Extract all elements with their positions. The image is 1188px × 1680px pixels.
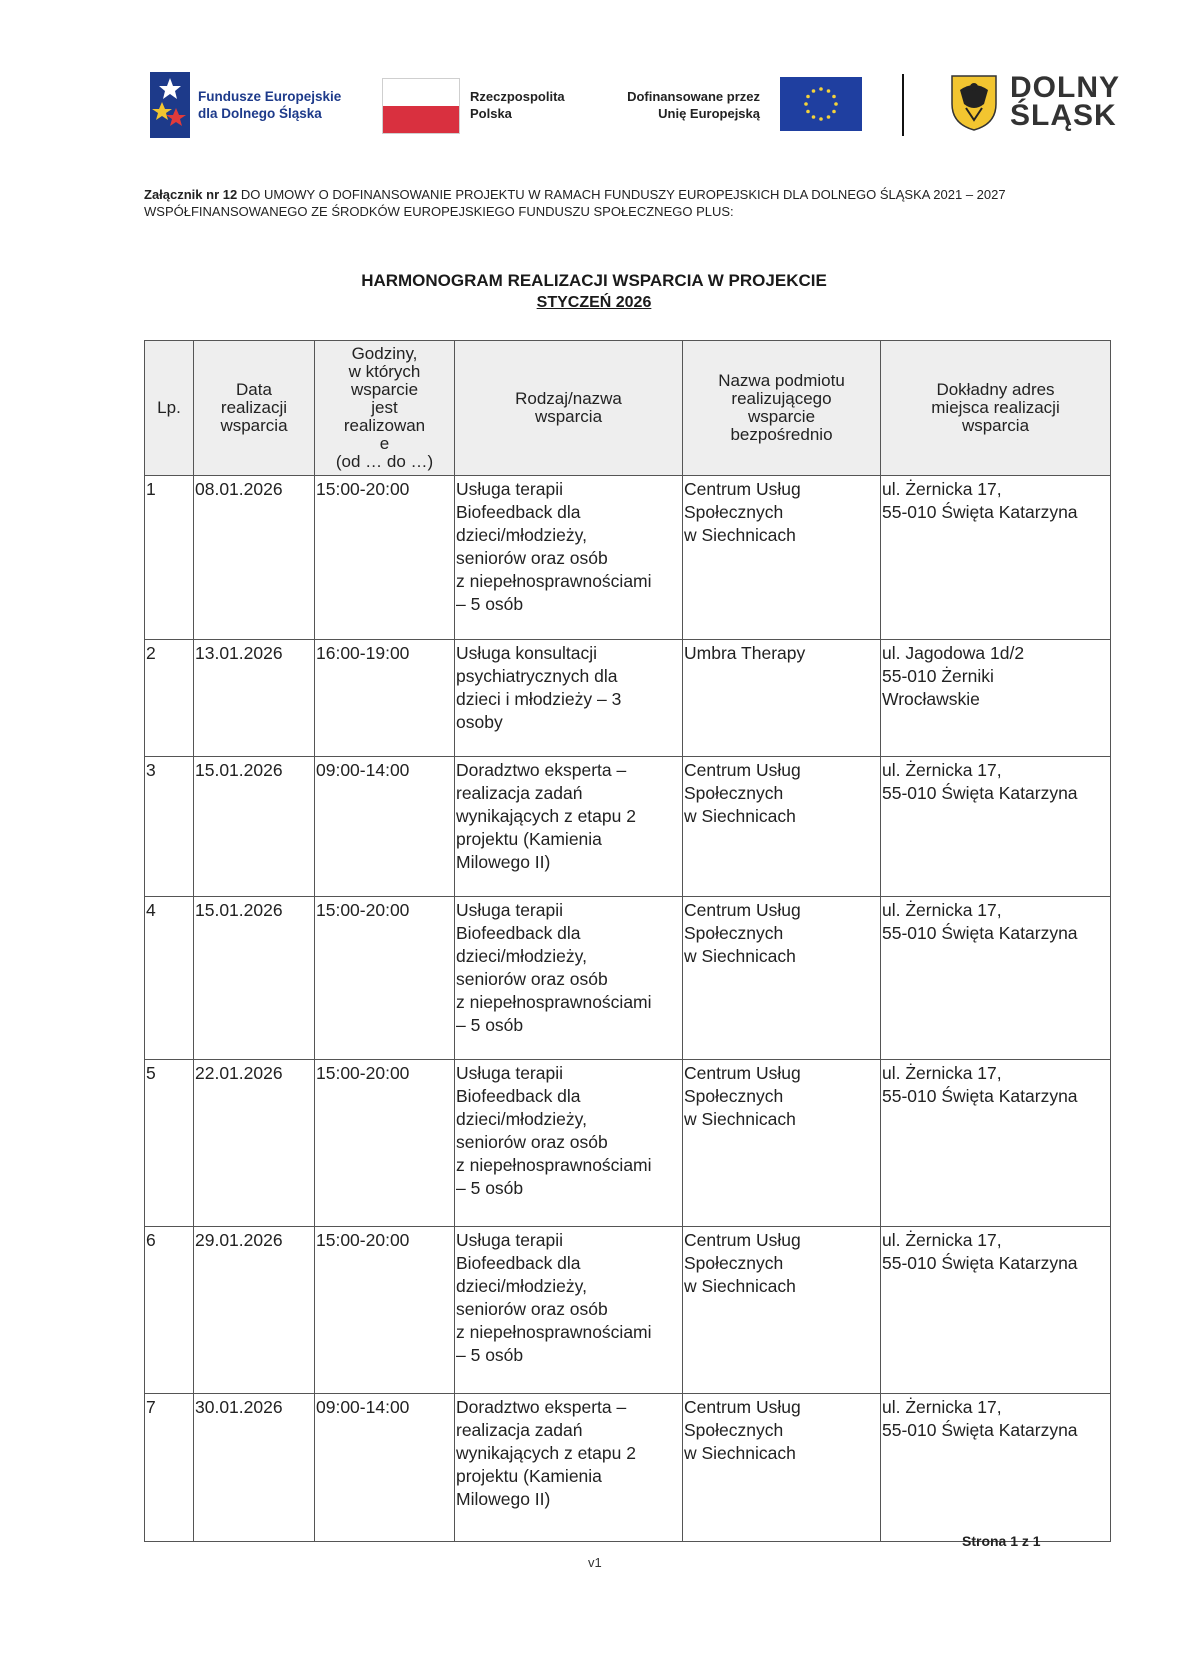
cell-support-type: Doradztwo eksperta – realizacja zadań wynikających z etapu 2 projektu (Kamienia Milowego II) bbox=[455, 757, 683, 897]
table-row bbox=[145, 1060, 1111, 1227]
header-address: Dokładny adres miejsca realizacji wsparcia bbox=[881, 341, 1111, 476]
cell-hours: 15:00-20:00 bbox=[315, 1060, 455, 1227]
polish-flag-icon bbox=[382, 78, 460, 134]
cell-lp: 6 bbox=[145, 1227, 194, 1394]
cell-support-type: Usługa terapii Biofeedback dla dzieci/młodzieży, seniorów oraz osób z niepełnosprawnościami – 5 osób bbox=[455, 1060, 683, 1227]
cell-hours: 15:00-20:00 bbox=[315, 1227, 455, 1394]
cell-date: 22.01.2026 bbox=[194, 1060, 315, 1227]
cell-provider: Centrum Usług Społecznych w Siechnicach bbox=[683, 757, 881, 897]
cell-date: 29.01.2026 bbox=[194, 1227, 315, 1394]
table-row bbox=[145, 1227, 1111, 1394]
table-row bbox=[145, 757, 1111, 897]
cell-support-type: Usługa konsultacji psychiatrycznych dla dzieci i młodzieży – 3 osoby bbox=[455, 640, 683, 757]
header-hours: Godziny, w których wsparcie jest realizowan e (od … do …) bbox=[315, 341, 455, 476]
cell-hours: 09:00-14:00 bbox=[315, 757, 455, 897]
eu-flag-icon bbox=[780, 77, 862, 131]
cell-hours: 15:00-20:00 bbox=[315, 476, 455, 640]
header-date: Data realizacji wsparcia bbox=[194, 341, 315, 476]
cell-lp: 5 bbox=[145, 1060, 194, 1227]
logo-bar bbox=[150, 70, 1120, 150]
cell-hours: 15:00-20:00 bbox=[315, 897, 455, 1060]
header-lp: Lp. bbox=[145, 341, 194, 476]
cell-support-type: Doradztwo eksperta – realizacja zadań wynikających z etapu 2 projektu (Kamienia Milowego II) bbox=[455, 1394, 683, 1542]
attachment-heading bbox=[144, 186, 1074, 220]
cell-date: 15.01.2026 bbox=[194, 897, 315, 1060]
cell-support-type: Usługa terapii Biofeedback dla dzieci/młodzieży, seniorów oraz osób z niepełnosprawnościami – 5 osób bbox=[455, 897, 683, 1060]
attachment-number: Załącznik nr 12 bbox=[144, 187, 238, 202]
schedule-table bbox=[144, 340, 1111, 1542]
cell-lp: 2 bbox=[145, 640, 194, 757]
document-title: HARMONOGRAM REALIZACJI WSPARCIA W PROJEKCIE bbox=[361, 271, 827, 290]
cell-date: 30.01.2026 bbox=[194, 1394, 315, 1542]
cell-lp: 4 bbox=[145, 897, 194, 1060]
cell-provider: Umbra Therapy bbox=[683, 640, 881, 757]
cell-provider: Centrum Usług Społecznych w Siechnicach bbox=[683, 1227, 881, 1394]
logo-divider bbox=[902, 74, 904, 136]
cell-support-type: Usługa terapii Biofeedback dla dzieci/młodzieży, seniorów oraz osób z niepełnosprawnościami – 5 osób bbox=[455, 1227, 683, 1394]
fundusze-europejskie-logo-icon bbox=[150, 72, 190, 138]
cell-provider: Centrum Usług Społecznych w Siechnicach bbox=[683, 897, 881, 1060]
attachment-description: DO UMOWY O DOFINANSOWANIE PROJEKTU W RAMACH FUNDUSZY EUROPEJSKICH DLA DOLNEGO ŚLĄSKA 2021 – 2027 WSPÓŁFINANSOWANEGO ZE ŚRODKÓW EUROPEJSKIEGO FUNDUSZU SPOŁECZNEGO PLUS: bbox=[144, 187, 1006, 219]
cell-provider: Centrum Usług Społecznych w Siechnicach bbox=[683, 1394, 881, 1542]
cell-lp: 7 bbox=[145, 1394, 194, 1542]
rzeczpospolita-text: Rzeczpospolita Polska bbox=[470, 89, 565, 121]
cell-hours: 16:00-19:00 bbox=[315, 640, 455, 757]
schedule-table-header bbox=[145, 341, 1111, 476]
version-label: v1 bbox=[588, 1555, 602, 1570]
cell-date: 13.01.2026 bbox=[194, 640, 315, 757]
dolny-slask-crest-icon bbox=[950, 74, 998, 132]
header-provider: Nazwa podmiotu realizującego wsparcie bezpośrednio bbox=[683, 341, 881, 476]
table-row bbox=[145, 1394, 1111, 1542]
cell-address: ul. Żernicka 17, 55-010 Święta Katarzyna bbox=[881, 757, 1111, 897]
cell-address: ul. Żernicka 17, 55-010 Święta Katarzyna bbox=[881, 1227, 1111, 1394]
cell-provider: Centrum Usług Społecznych w Siechnicach bbox=[683, 476, 881, 640]
cell-address: ul. Żernicka 17, 55-010 Święta Katarzyna bbox=[881, 897, 1111, 1060]
dolny-slask-text: DOLNY ŚLĄSK bbox=[1010, 71, 1120, 132]
cell-address: ul. Jagodowa 1d/2 55-010 Żerniki Wrocławskie bbox=[881, 640, 1111, 757]
table-row bbox=[145, 476, 1111, 640]
schedule-table-body bbox=[145, 476, 1111, 1542]
cell-date: 08.01.2026 bbox=[194, 476, 315, 640]
cell-date: 15.01.2026 bbox=[194, 757, 315, 897]
cell-address: ul. Żernicka 17, 55-010 Święta Katarzyna bbox=[881, 1394, 1111, 1542]
fundusze-europejskie-text: Fundusze Europejskie dla Dolnego Śląska bbox=[198, 89, 342, 121]
page-number: Strona 1 z 1 bbox=[962, 1533, 1041, 1549]
cell-support-type: Usługa terapii Biofeedback dla dzieci/młodzieży, seniorów oraz osób z niepełnosprawnościami – 5 osób bbox=[455, 476, 683, 640]
header-support-type: Rodzaj/nazwa wsparcia bbox=[455, 341, 683, 476]
cell-lp: 1 bbox=[145, 476, 194, 640]
cell-address: ul. Żernicka 17, 55-010 Święta Katarzyna bbox=[881, 476, 1111, 640]
cell-lp: 3 bbox=[145, 757, 194, 897]
document-subtitle: STYCZEŃ 2026 bbox=[536, 294, 652, 311]
cell-provider: Centrum Usług Społecznych w Siechnicach bbox=[683, 1060, 881, 1227]
table-row bbox=[145, 897, 1111, 1060]
cell-hours: 09:00-14:00 bbox=[315, 1394, 455, 1542]
table-row bbox=[145, 640, 1111, 757]
cell-address: ul. Żernicka 17, 55-010 Święta Katarzyna bbox=[881, 1060, 1111, 1227]
dofinansowane-text: Dofinansowane przez Unię Europejską bbox=[627, 89, 760, 121]
